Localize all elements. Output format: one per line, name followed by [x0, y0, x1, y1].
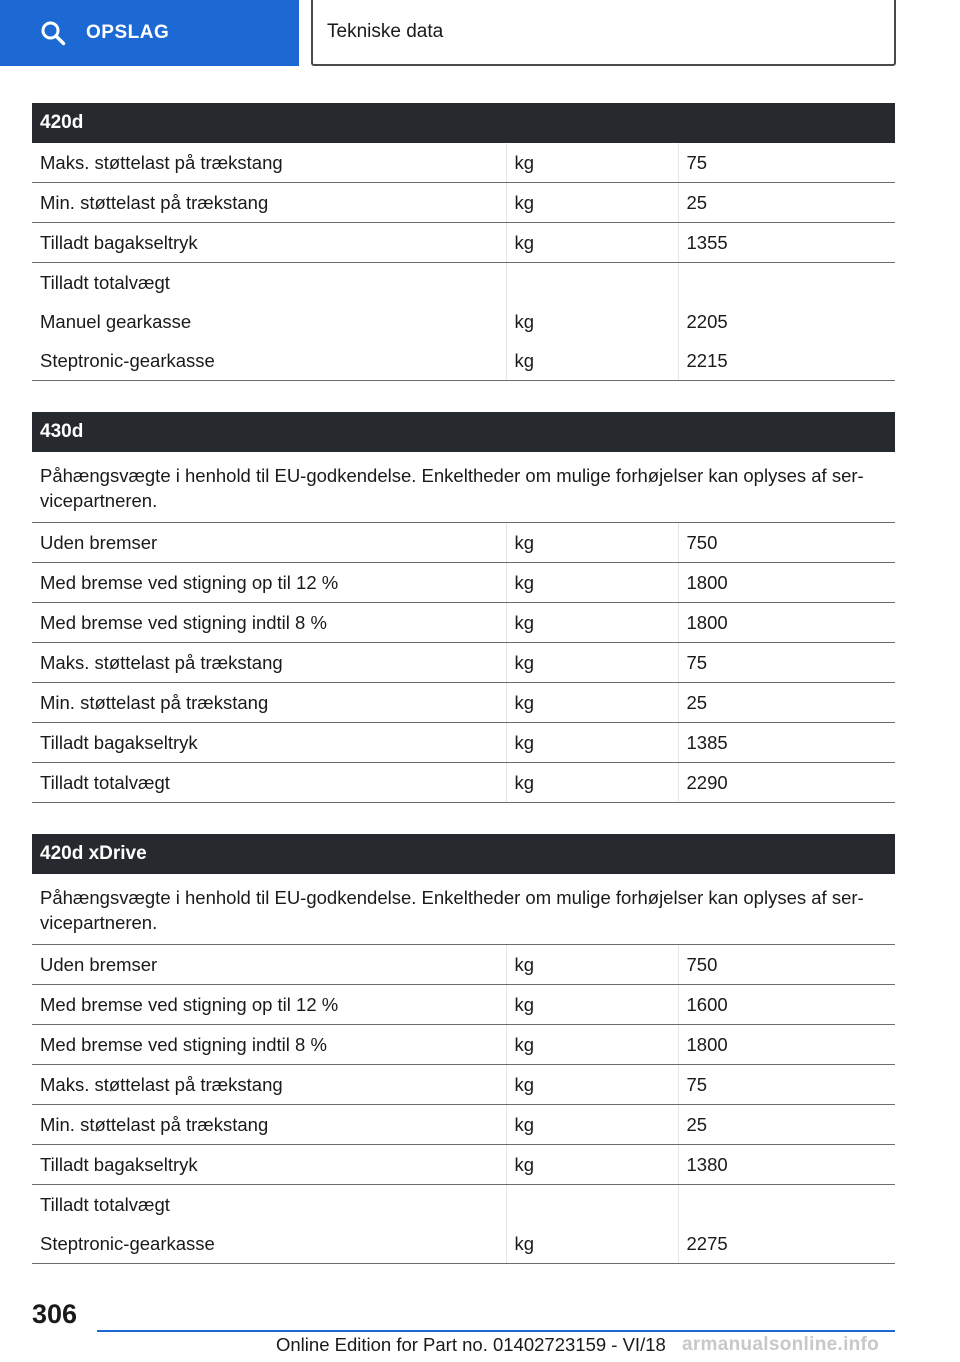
row-label: Tilladt bagakseltryk	[32, 1145, 506, 1185]
row-unit: kg	[506, 341, 678, 381]
spec-table	[32, 103, 895, 381]
row-label: Min. støttelast på trækstang	[32, 1105, 506, 1145]
table-row	[32, 945, 895, 985]
table-row	[32, 1105, 895, 1145]
row-label: Med bremse ved stigning indtil 8 %	[32, 1025, 506, 1065]
table-row	[32, 223, 895, 263]
row-unit: kg	[506, 945, 678, 985]
page-number: 306	[32, 1299, 78, 1329]
table-row	[32, 183, 895, 223]
top-navigation-bar	[0, 0, 960, 66]
row-value: 1800	[678, 1025, 895, 1065]
row-value: 1355	[678, 223, 895, 263]
section-title: Tekniske data	[327, 21, 444, 42]
table-note: Påhængsvægte i henhold til EU-godkendelse. Enkeltheder om mulige forhøjelser kan oplyses af servicepartneren.	[32, 452, 895, 523]
row-value: 1800	[678, 603, 895, 643]
row-label: Med bremse ved stigning indtil 8 %	[32, 603, 506, 643]
row-label: Tilladt totalvægt	[40, 271, 170, 293]
row-label: Tilladt bagakseltryk	[32, 723, 506, 763]
row-value: 75	[678, 143, 895, 183]
row-unit: kg	[506, 763, 678, 803]
table-row	[32, 763, 895, 803]
row-unit	[506, 1185, 678, 1225]
row-label: Tilladt bagakseltryk	[32, 223, 506, 263]
table-row	[32, 263, 895, 303]
row-unit: kg	[506, 985, 678, 1025]
row-label: Tilladt totalvægt	[32, 763, 506, 803]
row-unit: kg	[506, 683, 678, 723]
row-unit: kg	[506, 563, 678, 603]
spec-table	[32, 412, 895, 803]
row-label: Maks. støttelast på trækstang	[32, 143, 506, 183]
table-row	[32, 1224, 895, 1264]
table-row	[32, 563, 895, 603]
row-unit: kg	[506, 1105, 678, 1145]
table-title: 420d	[32, 103, 895, 143]
table-row	[32, 302, 895, 341]
table-row	[32, 143, 895, 183]
page-footer	[0, 1290, 960, 1362]
row-unit: kg	[506, 1224, 678, 1264]
row-unit: kg	[506, 723, 678, 763]
row-label: Uden bremser	[32, 523, 506, 563]
row-label: Maks. støttelast på trækstang	[32, 1065, 506, 1105]
row-value: 2205	[678, 302, 895, 341]
spec-tables-container	[32, 103, 895, 1295]
row-value: 2215	[678, 341, 895, 381]
row-label: Med bremse ved stigning op til 12 %	[32, 985, 506, 1025]
row-value: 25	[678, 1105, 895, 1145]
row-label: Tilladt totalvægt	[40, 1193, 170, 1215]
table-row	[32, 341, 895, 381]
row-unit: kg	[506, 523, 678, 563]
row-label: Uden bremser	[32, 945, 506, 985]
table-row	[32, 643, 895, 683]
footer-divider	[97, 1330, 895, 1332]
watermark: armanualsonline.info	[682, 1334, 880, 1355]
row-unit: kg	[506, 143, 678, 183]
row-value: 75	[678, 1065, 895, 1105]
row-value: 750	[678, 523, 895, 563]
row-unit: kg	[506, 1145, 678, 1185]
row-unit: kg	[506, 1065, 678, 1105]
row-unit	[506, 263, 678, 303]
row-unit: kg	[506, 223, 678, 263]
row-value: 1600	[678, 985, 895, 1025]
edition-text: Online Edition for Part no. 01402723159 - VI/18	[276, 1334, 666, 1355]
table-row	[32, 1065, 895, 1105]
table-row	[32, 723, 895, 763]
row-value	[678, 263, 895, 303]
table-row	[32, 1145, 895, 1185]
row-label: Med bremse ved stigning op til 12 %	[32, 563, 506, 603]
row-value: 2275	[678, 1224, 895, 1264]
row-label: Min. støttelast på trækstang	[32, 683, 506, 723]
row-label: Steptronic-gearkasse	[32, 341, 506, 381]
row-unit: kg	[506, 183, 678, 223]
table-note: Påhængsvægte i henhold til EU-godkendelse. Enkeltheder om mulige forhøjelser kan oplyses af servicepartneren.	[32, 874, 895, 945]
row-label: Maks. støttelast på trækstang	[32, 643, 506, 683]
row-value: 1800	[678, 563, 895, 603]
section-title-tab[interactable]	[311, 0, 896, 66]
row-unit: kg	[506, 302, 678, 341]
row-label: Min. støttelast på trækstang	[32, 183, 506, 223]
row-value: 1380	[678, 1145, 895, 1185]
row-value: 25	[678, 683, 895, 723]
table-title: 420d xDrive	[32, 834, 895, 874]
row-value: 25	[678, 183, 895, 223]
table-row	[32, 1185, 895, 1225]
table-row	[32, 523, 895, 563]
row-label: Steptronic-gearkasse	[32, 1224, 506, 1264]
search-button[interactable]	[0, 0, 299, 66]
row-value: 750	[678, 945, 895, 985]
row-unit: kg	[506, 1025, 678, 1065]
row-value: 2290	[678, 763, 895, 803]
row-value: 75	[678, 643, 895, 683]
row-label: Manuel gearkasse	[40, 310, 192, 332]
row-unit: kg	[506, 603, 678, 643]
table-row	[32, 603, 895, 643]
row-value	[678, 1185, 895, 1225]
search-label: OPSLAG	[86, 22, 170, 43]
row-unit: kg	[506, 643, 678, 683]
table-row	[32, 1025, 895, 1065]
row-value: 1385	[678, 723, 895, 763]
search-icon	[40, 20, 66, 46]
table-row	[32, 683, 895, 723]
table-title: 430d	[32, 412, 895, 452]
spec-table	[32, 834, 895, 1264]
table-row	[32, 985, 895, 1025]
